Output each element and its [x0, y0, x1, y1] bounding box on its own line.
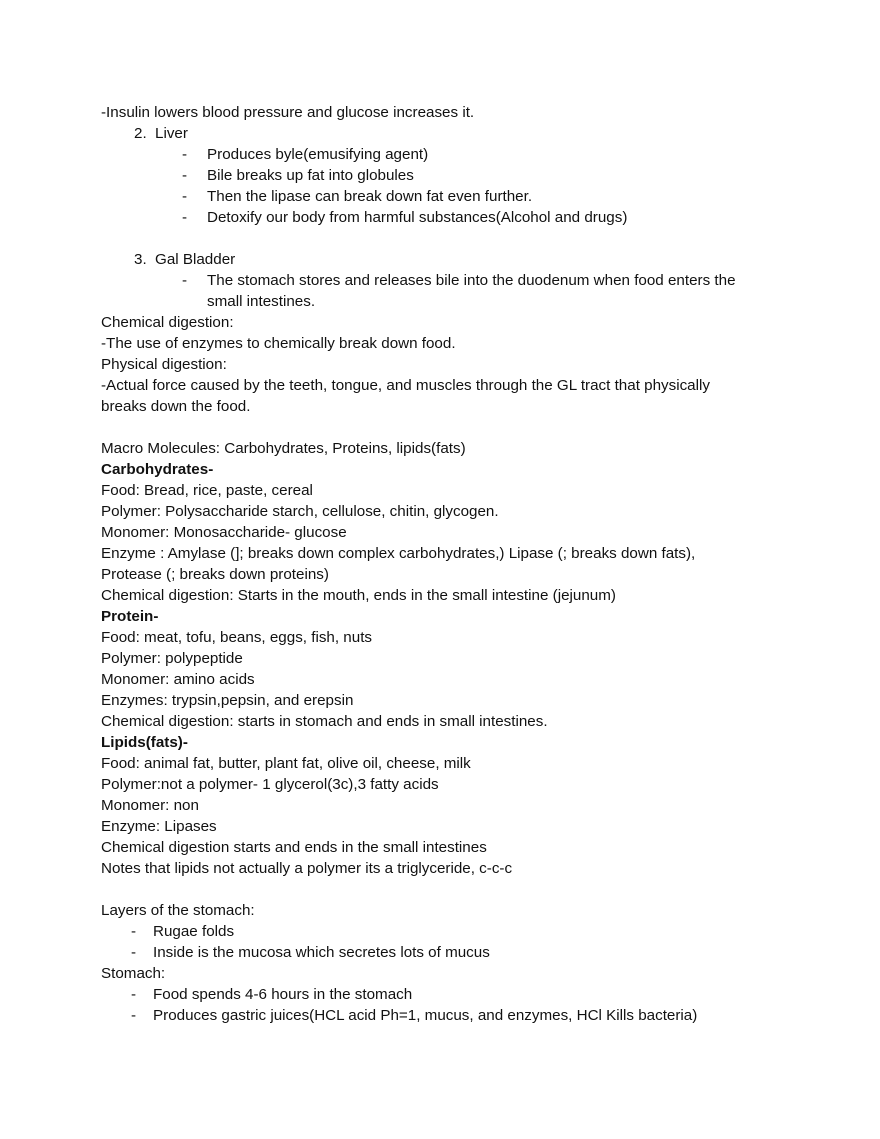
- paragraph-line: Chemical digestion: Starts in the mouth, ends in the small intestine (jejunum): [101, 587, 616, 604]
- dash-marker: -: [131, 923, 137, 940]
- dash-marker: -: [182, 167, 188, 184]
- list-item-text: Then the lipase can break down fat even further.: [207, 188, 533, 205]
- paragraph-line: -Insulin lowers blood pressure and glucose increases it.: [101, 104, 475, 121]
- paragraph-line: Physical digestion:: [101, 356, 227, 373]
- dash-marker: -: [182, 188, 188, 205]
- paragraph-line: Chemical digestion:: [101, 314, 234, 331]
- paragraph-line: Monomer: Monosaccharide- glucose: [101, 524, 347, 541]
- list-item-text: Gal Bladder: [155, 251, 236, 268]
- paragraph-line: Food: Bread, rice, paste, cereal: [101, 482, 313, 499]
- paragraph-line: Enzyme : Amylase (]; breaks down complex carbohydrates,) Lipase (; breaks down fats), Protease (; breaks down proteins): [101, 545, 700, 583]
- list-item-text: Produces gastric juices(HCL acid Ph=1, mucus, and enzymes, HCl Kills bacteria): [153, 1007, 698, 1024]
- dash-list-item: [101, 144, 747, 165]
- paragraph-line: Macro Molecules: Carbohydrates, Proteins, lipids(fats): [101, 440, 466, 457]
- section-heading: Carbohydrates-: [101, 461, 214, 478]
- section-heading: Lipids(fats)-: [101, 734, 188, 751]
- list-item-text: Bile breaks up fat into globules: [207, 167, 414, 184]
- paragraph-line: Polymer: polypeptide: [101, 650, 243, 667]
- paragraph-line: Notes that lipids not actually a polymer its a triglyceride, c-c-c: [101, 860, 513, 877]
- list-item-text: Food spends 4-6 hours in the stomach: [153, 986, 413, 1003]
- list-item-text: Produces byle(emusifying agent): [207, 146, 429, 163]
- list-marker: 2.: [134, 125, 147, 142]
- dash-list-item: [101, 207, 747, 228]
- dash-marker: -: [131, 1007, 137, 1024]
- paragraph-line: Food: animal fat, butter, plant fat, olive oil, cheese, milk: [101, 755, 471, 772]
- dash-list-item: [101, 921, 747, 942]
- paragraph-line: Stomach:: [101, 965, 166, 982]
- paragraph-line: Enzymes: trypsin,pepsin, and erepsin: [101, 692, 354, 709]
- paragraph-line: Layers of the stomach:: [101, 902, 255, 919]
- dash-marker: -: [131, 944, 137, 961]
- paragraph-line: Enzyme: Lipases: [101, 818, 217, 835]
- dash-list-item: [101, 984, 747, 1005]
- dash-list-item: [101, 165, 747, 186]
- paragraph-line: Polymer:not a polymer- 1 glycerol(3c),3 fatty acids: [101, 776, 439, 793]
- numbered-list-item: [101, 249, 747, 270]
- paragraph-line: Polymer: Polysaccharide starch, cellulose, chitin, glycogen.: [101, 503, 499, 520]
- dash-marker: -: [182, 272, 188, 289]
- list-item-text: The stomach stores and releases bile into the duodenum when food enters the small intestines.: [207, 272, 736, 310]
- dash-list-item: [101, 1005, 747, 1026]
- blank-line: [101, 228, 747, 249]
- blank-line: [101, 879, 747, 900]
- paragraph-line: Monomer: non: [101, 797, 199, 814]
- paragraph-line: Monomer: amino acids: [101, 671, 255, 688]
- paragraph-line: Chemical digestion: starts in stomach and ends in small intestines.: [101, 713, 548, 730]
- dash-list-item: [101, 186, 747, 207]
- paragraph-line: -The use of enzymes to chemically break down food.: [101, 335, 456, 352]
- list-marker: 3.: [134, 251, 147, 268]
- paragraph-line: Food: meat, tofu, beans, eggs, fish, nuts: [101, 629, 373, 646]
- dash-list-item: [101, 270, 747, 312]
- paragraph-line: Chemical digestion starts and ends in the small intestines: [101, 839, 487, 856]
- dash-list-item: [101, 942, 747, 963]
- list-item-text: Inside is the mucosa which secretes lots of mucus: [153, 944, 490, 961]
- numbered-list-item: [101, 123, 747, 144]
- dash-marker: -: [131, 986, 137, 1003]
- dash-marker: -: [182, 146, 188, 163]
- document-text-body: [101, 102, 747, 1026]
- paragraph-line: -Actual force caused by the teeth, tongue, and muscles through the GL tract that physically breaks down the food.: [101, 377, 715, 415]
- section-heading: Protein-: [101, 608, 159, 625]
- dash-marker: -: [182, 209, 188, 226]
- blank-line: [101, 417, 747, 438]
- list-item-text: Liver: [155, 125, 188, 142]
- list-item-text: Rugae folds: [153, 923, 235, 940]
- list-item-text: Detoxify our body from harmful substances(Alcohol and drugs): [207, 209, 628, 226]
